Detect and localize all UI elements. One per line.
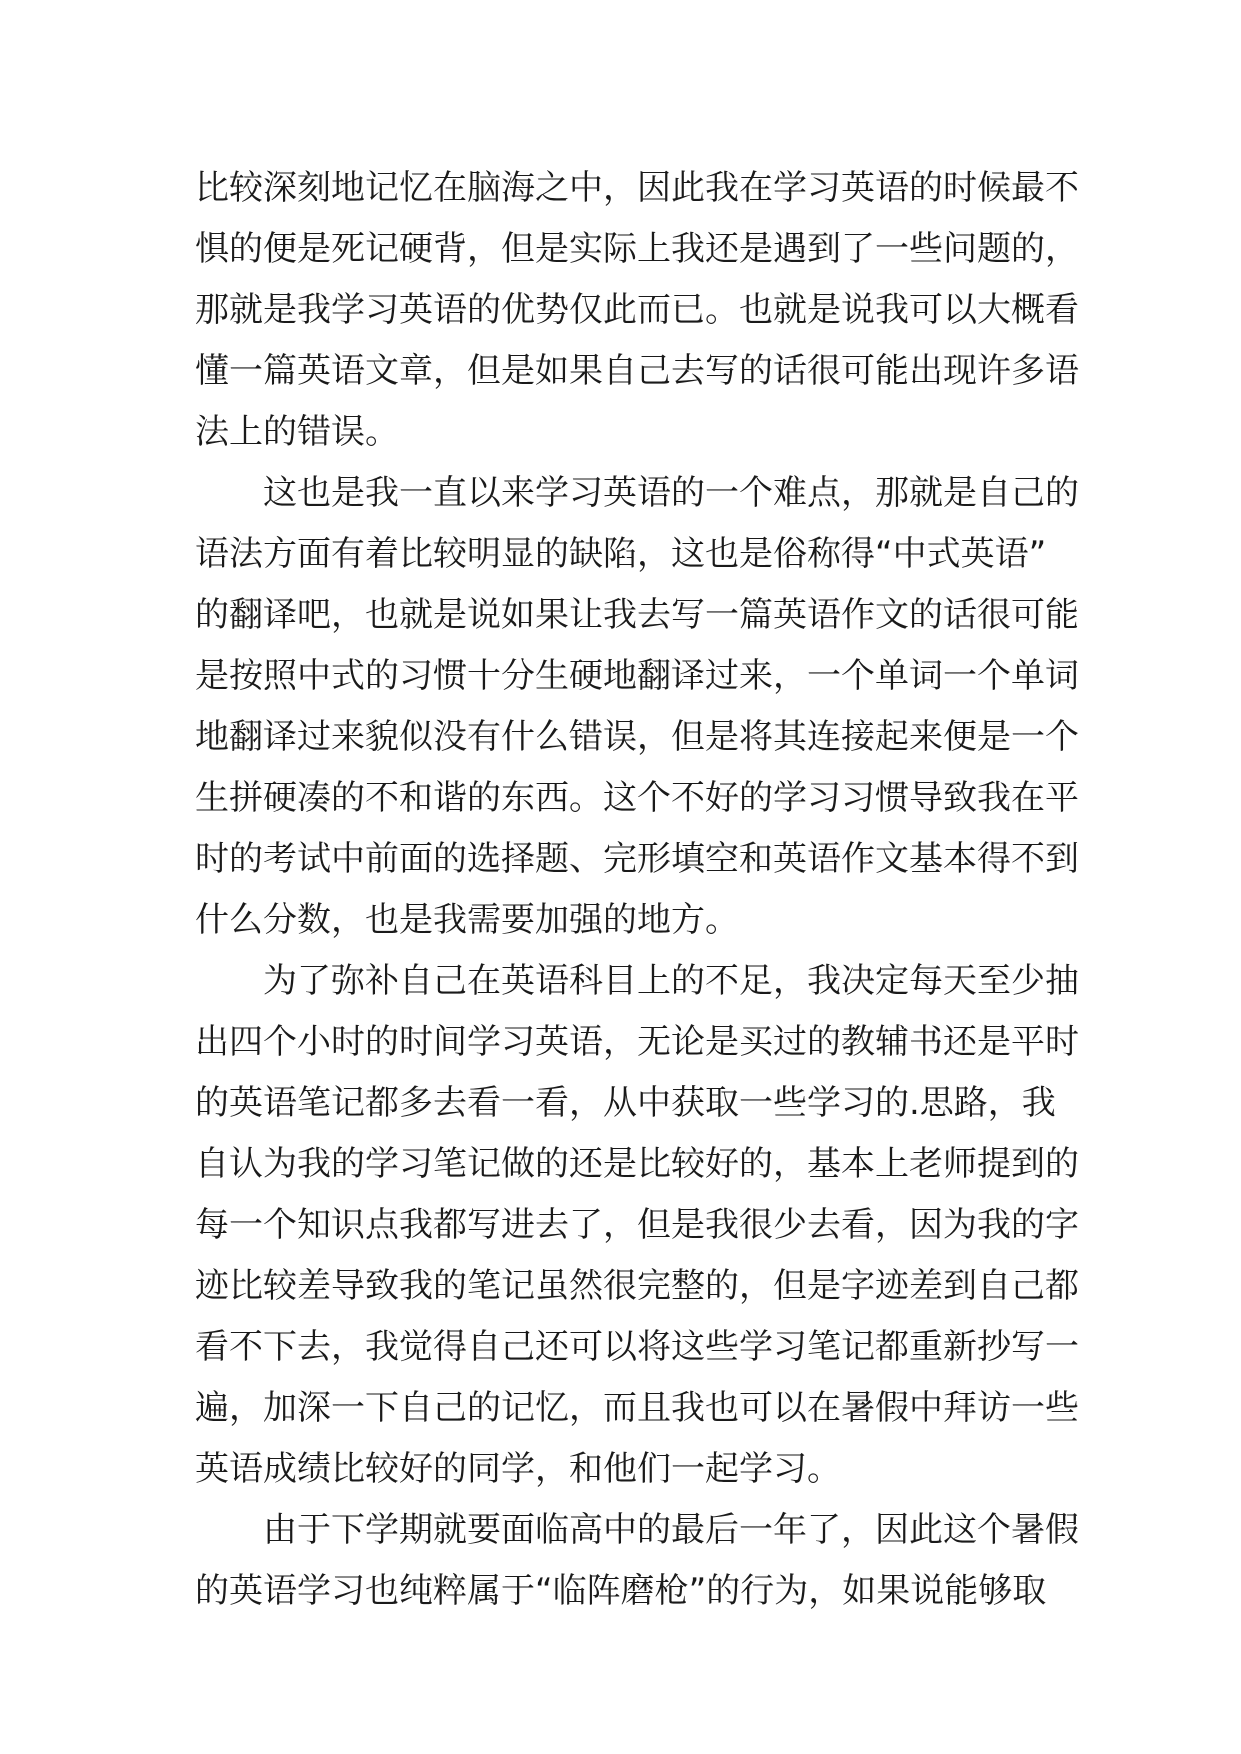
text-line: 看不下去，我觉得自己还可以将这些学习笔记都重新抄写一 <box>195 1327 1079 1367</box>
text-line: 是按照中式的习惯十分生硬地翻译过来，一个单词一个单词 <box>195 656 1079 696</box>
text-line: 时的考试中前面的选择题、完形填空和英语作文基本得不到 <box>195 839 1079 879</box>
text-line: 法上的错误。 <box>195 412 399 452</box>
text-line: 自认为我的学习笔记做的还是比较好的，基本上老师提到的 <box>195 1144 1079 1184</box>
text-line: 遍，加深一下自己的记忆，而且我也可以在暑假中拜访一些 <box>195 1388 1079 1428</box>
paragraph <box>195 951 1079 1500</box>
text-line: 迹比较差导致我的笔记虽然很完整的，但是字迹差到自己都 <box>195 1266 1079 1306</box>
text-line: 的英语学习也纯粹属于“临阵磨枪”的行为，如果说能够取 <box>195 1571 1047 1611</box>
text-line: 每一个知识点我都写进去了，但是我很少去看，因为我的字 <box>195 1205 1079 1245</box>
text-line: 语法方面有着比较明显的缺陷，这也是俗称得“中式英语” <box>195 534 1047 574</box>
paragraph <box>195 1500 1079 1622</box>
text-line: 英语成绩比较好的同学，和他们一起学习。 <box>195 1449 841 1489</box>
text-line: 的英语笔记都多去看一看，从中获取一些学习的.思路，我 <box>195 1083 1056 1123</box>
paragraph <box>195 158 1079 463</box>
text-line: 懂一篇英语文章，但是如果自己去写的话很可能出现许多语 <box>195 351 1079 391</box>
text-line: 地翻译过来貌似没有什么错误，但是将其连接起来便是一个 <box>195 717 1079 757</box>
text-line: 为了弥补自己在英语科目上的不足，我决定每天至少抽 <box>263 961 1079 1001</box>
document-body <box>195 158 1079 1622</box>
text-line: 这也是我一直以来学习英语的一个难点，那就是自己的 <box>263 473 1079 513</box>
text-line: 由于下学期就要面临高中的最后一年了，因此这个暑假 <box>263 1510 1079 1550</box>
text-line: 生拼硬凑的不和谐的东西。这个不好的学习习惯导致我在平 <box>195 778 1079 818</box>
text-line: 比较深刻地记忆在脑海之中，因此我在学习英语的时候最不 <box>195 168 1079 208</box>
text-line: 那就是我学习英语的优势仅此而已。也就是说我可以大概看 <box>195 290 1079 330</box>
text-line: 出四个小时的时间学习英语，无论是买过的教辅书还是平时 <box>195 1022 1079 1062</box>
text-line: 的翻译吧，也就是说如果让我去写一篇英语作文的话很可能 <box>195 595 1079 635</box>
text-line: 惧的便是死记硬背，但是实际上我还是遇到了一些问题的， <box>195 229 1079 269</box>
text-line: 什么分数，也是我需要加强的地方。 <box>195 900 739 940</box>
paragraph <box>195 463 1079 951</box>
